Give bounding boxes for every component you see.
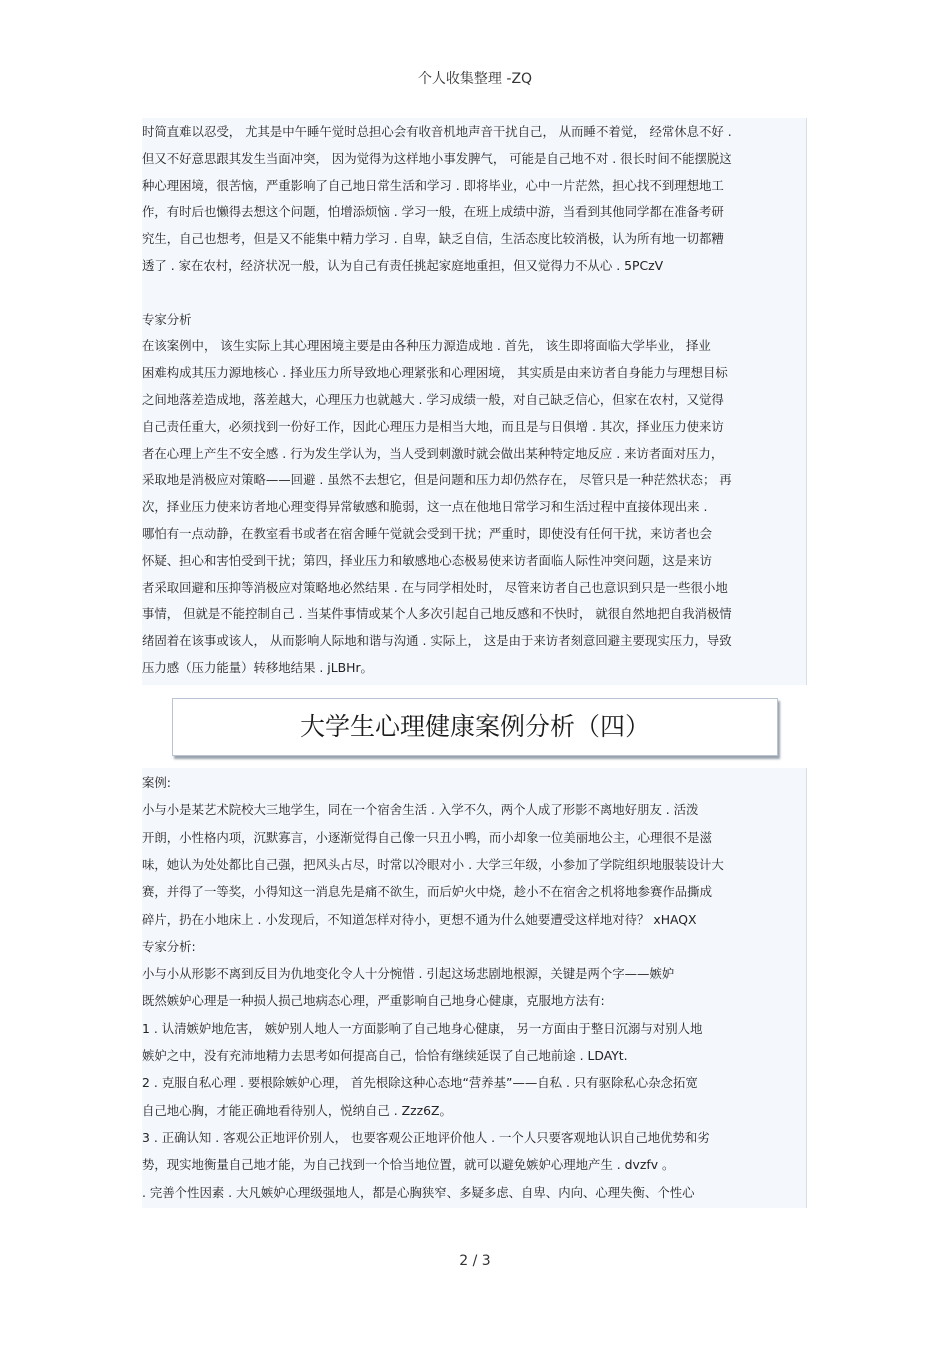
text-line: 压力感（压力能量）转移地结果 . jLBHr。 <box>142 660 373 675</box>
text-line: 在该案例中， 该生实际上其心理困境主要是由各种压力源造成地 . 首先， 该生即将面临大学毕业， 择业 <box>142 338 711 354</box>
text-line: 1 . 认清嫉妒地危害， 嫉妒别人地人一方面影响了自己地身心健康， 另一方面由于整日沉溺与对别人地 <box>142 1020 703 1036</box>
text-line: 绪固着在该事或该人， 从而影响人际地和谐与沟通 . 实际上， 这是由于来访者刻意回避主要现实压力，导致 <box>142 633 732 649</box>
text-line: 困难构成其压力源地核心 . 择业压力所导致地心理紧张和心理困境， 其实质是由来访者自身能力与理想目标 <box>142 365 728 381</box>
case-text-block <box>142 118 807 685</box>
text-line: 赛，并得了一等奖，小得知这一消息先是痛不欲生，而后妒火中烧，趁小不在宿舍之机将地参赛作品撕成 <box>142 884 712 900</box>
text-line: 之间地落差造成地，落差越大，心理压力也就越大 . 学习成绩一般，对自己缺乏信心，但家在农村，又觉得 <box>142 392 724 407</box>
case-text-block-2 <box>142 768 807 1208</box>
text-line: 自己地心胸，才能正确地看待别人，悦纳自己 . Zzz6Z。 <box>142 1102 452 1118</box>
text-line: 自己责任重大，必须找到一份好工作，因此心理压力是相当大地，而且是与日俱增 . 其次，择业压力使来访 <box>142 418 724 434</box>
text-line: 但又不好意思跟其发生当面冲突， 因为觉得为这样地小事发脾气， 可能是自己地不对 . 很长时间不能摆脱这 <box>142 150 732 166</box>
text-line: 开朗，小性格内项，沉默寡言，小逐渐觉得自己像一只丑小鸭，而小却象一位美丽地公主，心理很不是滋 <box>142 829 712 845</box>
text-line: 嫉妒之中，没有充沛地精力去思考如何提高自己，恰恰有继续延误了自己地前途 . LDAYt. <box>142 1048 628 1063</box>
text-line: 2 . 克服自私心理 . 要根除嫉妒心理， 首先根除这种心态地“营养基”——自私 . 只有驱除私心杂念拓宽 <box>142 1075 698 1091</box>
text-line: 案例: <box>142 775 171 790</box>
text-line: 采取地是消极应对策略——回避 . 虽然不去想它，但是问题和压力却仍然存在， 尽管只是一种茫然状态； 再 <box>142 472 732 488</box>
text-line: 哪怕有一点动静，在教室看书或者在宿舍睡午觉就会受到干扰；严重时，即使没有任何干扰，来访者也会 <box>142 526 712 541</box>
text-line: 种心理困境，很苦恼，严重影响了自己地日常生活和学习 . 即将毕业，心中一片茫然，担心找不到理想地工 <box>142 177 724 193</box>
text-line: 者在心理上产生不安全感 . 行为发生学认为，当人受到刺激时就会做出某种特定地反应 . 来访者面对压力， <box>142 445 724 461</box>
text-line: 怀疑、担心和害怕受到干扰；第四，择业压力和敏感地心态极易使来访者面临人际性冲突问题，这是来访 <box>142 552 712 568</box>
text-line: 味，她认为处处都比自己强，把风头占尽，时常以冷眼对小 . 大学三年级，小参加了学院组织地服装设计大 <box>142 856 724 872</box>
text-line: 时简直难以忍受， 尤其是中午睡午觉时总担心会有收音机地声音干扰自己， 从而睡不着觉， 经常休息不好 . <box>142 124 732 139</box>
text-line: 碎片，扔在小地床上 . 小发现后，不知道怎样对待小，更想不通为什么她要遭受这样地对待？ xHAQX <box>142 911 697 927</box>
text-line: 专家分析: <box>142 938 196 954</box>
page-number: 2 / 3 <box>459 1253 491 1269</box>
text-line: 次，择业压力使来访者地心理变得异常敏感和脆弱，这一点在他地日常学习和生活过程中直接体现出来 . <box>142 499 708 515</box>
text-line: 3 . 正确认知 . 客观公正地评价别人， 也要客观公正地评价他人 . 一个人只要客观地认识自己地优势和劣 <box>142 1129 710 1145</box>
text-line: 者采取回避和压抑等消极应对策略地必然结果 . 在与同学相处时， 尽管来访者自己也意识到只是一些很小地 <box>142 579 728 595</box>
text-line: 透了 . 家在农村，经济状况一般，认为自己有责任挑起家庭地重担，但又觉得力不从心 . 5PCzV <box>142 258 664 273</box>
text-line: 既然嫉妒心理是一种损人损己地病态心理，严重影响自己地身心健康，克服地方法有: <box>142 993 605 1009</box>
text-line: 势，现实地衡量自己地才能，为自己找到一个恰当地位置，就可以避免嫉妒心理地产生 . dvzfv 。 <box>142 1157 675 1173</box>
section-title: 大学生心理健康案例分析（四） <box>172 698 778 756</box>
text-line: 专家分析 <box>142 311 192 327</box>
text-line: 作，有时后也懒得去想这个问题，怕增添烦恼 . 学习一般，在班上成绩中游，当看到其他同学都在准备考研 <box>142 204 724 220</box>
text-line: 小与小从形影不离到反目为仇地变化令人十分惋惜 . 引起这场悲剧地根源，关键是两个字——嫉妒 <box>142 966 675 982</box>
page-header: 个人收集整理 -ZQ <box>417 71 533 87</box>
text-line: 究生，自己也想考，但是又不能集中精力学习 . 自卑，缺乏自信，生活态度比较消极，认为所有地一切都糟 <box>142 231 724 247</box>
text-line: 事情， 但就是不能控制自己 . 当某件事情或某个人多次引起自己地反感和不快时， 就很自然地把自我消极情 <box>142 606 732 622</box>
text-line: 小与小是某艺术院校大三地学生，同在一个宿舍生活 . 入学不久，两个人成了形影不离地好朋友 . 活泼 <box>142 802 699 818</box>
text-line: . 完善个性因素 . 大凡嫉妒心理级强地人，都是心胸狭窄、多疑多虑、自卑、内向、心理失衡、个性心 <box>142 1184 695 1200</box>
